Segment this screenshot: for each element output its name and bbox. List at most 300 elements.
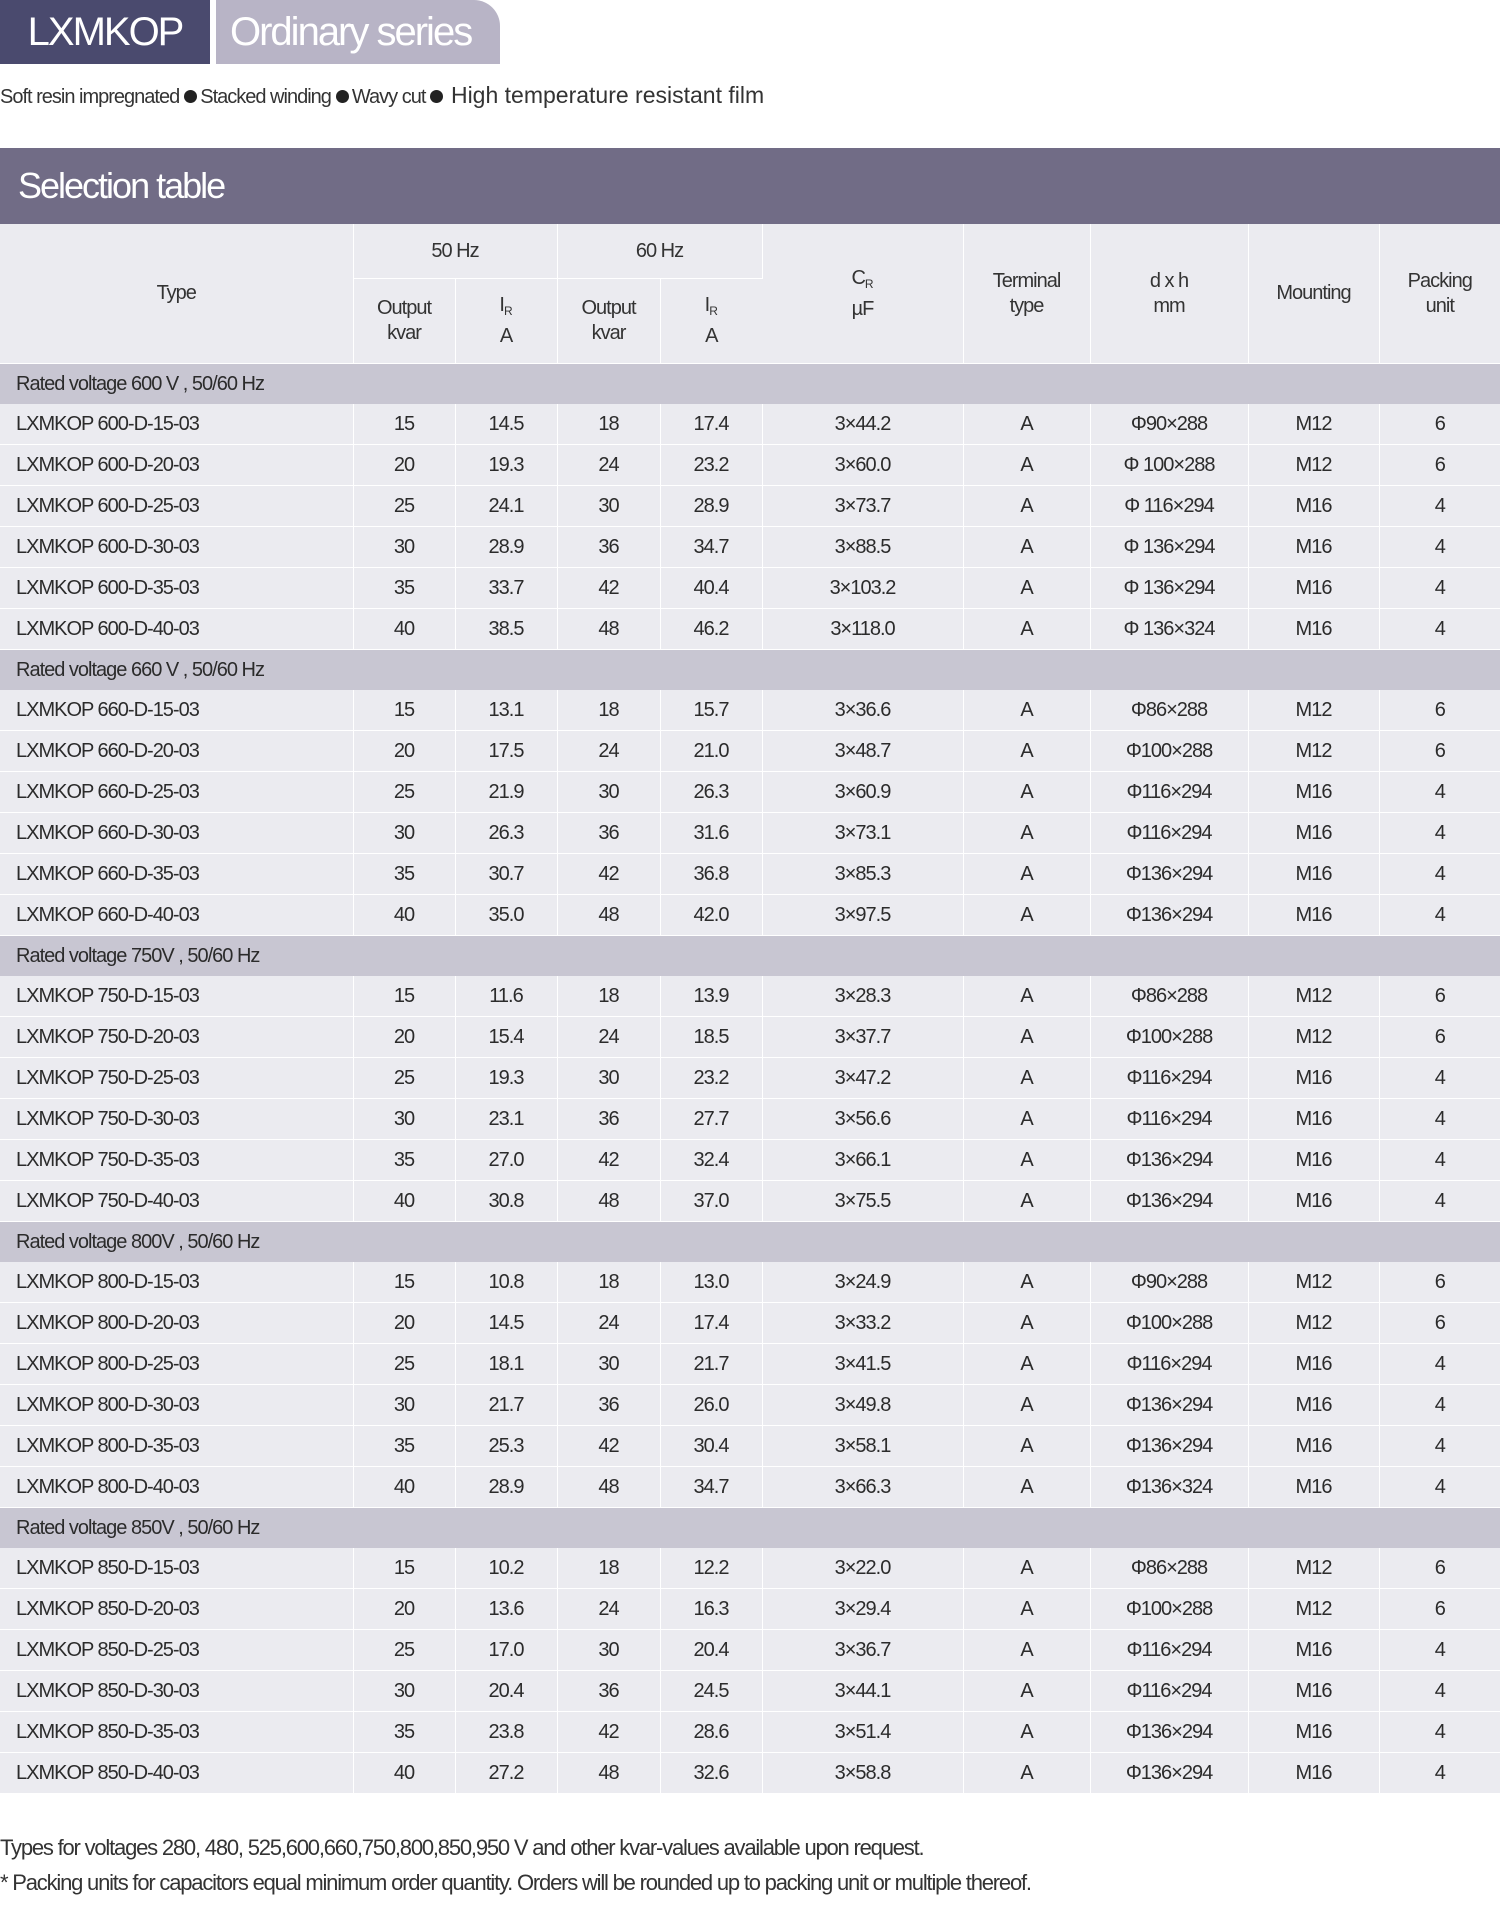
output-50hz-cell: 15: [353, 976, 455, 1017]
section-title: Selection table: [0, 148, 1500, 224]
terminal-type-cell: A: [963, 1303, 1090, 1344]
dimensions-cell: Φ100×288: [1090, 731, 1248, 772]
dimensions-cell: Φ86×288: [1090, 1548, 1248, 1589]
type-cell: LXMKOP 800-D-35-03: [0, 1426, 353, 1467]
current-50hz-cell: 17.0: [455, 1630, 557, 1671]
col-header-terminal: Terminal type: [963, 224, 1090, 364]
capacitance-cell: 3×75.5: [762, 1181, 963, 1222]
group-title: Rated voltage 660 V , 50/60 Hz: [0, 650, 1500, 691]
packing-unit-cell: 4: [1379, 609, 1500, 650]
terminal-type-cell: A: [963, 1630, 1090, 1671]
terminal-type-cell: A: [963, 854, 1090, 895]
output-60hz-cell: 36: [557, 1385, 660, 1426]
terminal-type-cell: A: [963, 1262, 1090, 1303]
mounting-cell: M12: [1248, 445, 1379, 486]
capacitance-cell: 3×29.4: [762, 1589, 963, 1630]
group-title: Rated voltage 750V , 50/60 Hz: [0, 936, 1500, 977]
current-60hz-cell: 32.4: [660, 1140, 762, 1181]
output-60hz-cell: 18: [557, 1548, 660, 1589]
current-60hz-cell: 18.5: [660, 1017, 762, 1058]
dimensions-cell: Φ100×288: [1090, 1303, 1248, 1344]
capacitance-cell: 3×73.1: [762, 813, 963, 854]
type-cell: LXMKOP 800-D-25-03: [0, 1344, 353, 1385]
dimensions-cell: Φ116×294: [1090, 1630, 1248, 1671]
mounting-cell: M16: [1248, 527, 1379, 568]
current-50hz-cell: 30.8: [455, 1181, 557, 1222]
capacitance-cell: 3×41.5: [762, 1344, 963, 1385]
type-cell: LXMKOP 750-D-20-03: [0, 1017, 353, 1058]
mounting-cell: M12: [1248, 731, 1379, 772]
current-50hz-cell: 13.1: [455, 690, 557, 731]
capacitance-cell: 3×60.9: [762, 772, 963, 813]
output-50hz-cell: 35: [353, 1426, 455, 1467]
packing-unit-cell: 4: [1379, 895, 1500, 936]
col-header-dimensions: d x h mm: [1090, 224, 1248, 364]
packing-unit-cell: 4: [1379, 568, 1500, 609]
dimensions-cell: Φ136×294: [1090, 895, 1248, 936]
mounting-cell: M16: [1248, 1753, 1379, 1794]
capacitance-cell: 3×24.9: [762, 1262, 963, 1303]
output-60hz-cell: 48: [557, 1181, 660, 1222]
mounting-cell: M12: [1248, 690, 1379, 731]
terminal-type-cell: A: [963, 404, 1090, 445]
mounting-cell: M16: [1248, 895, 1379, 936]
type-cell: LXMKOP 660-D-40-03: [0, 895, 353, 936]
dimensions-cell: Φ136×324: [1090, 1467, 1248, 1508]
terminal-type-cell: A: [963, 1753, 1090, 1794]
current-60hz-cell: 21.0: [660, 731, 762, 772]
current-60hz-cell: 21.7: [660, 1344, 762, 1385]
output-60hz-cell: 42: [557, 1140, 660, 1181]
col-header-current-60: $I_R$ A: [660, 279, 762, 364]
terminal-type-cell: A: [963, 976, 1090, 1017]
packing-unit-cell: 6: [1379, 1262, 1500, 1303]
packing-unit-cell: 4: [1379, 1467, 1500, 1508]
packing-unit-cell: 4: [1379, 813, 1500, 854]
group-header-row: [0, 1222, 1500, 1263]
table-row: [0, 568, 1500, 609]
output-60hz-cell: 36: [557, 1671, 660, 1712]
terminal-type-cell: A: [963, 1548, 1090, 1589]
feature-list: [0, 82, 764, 109]
type-cell: LXMKOP 800-D-40-03: [0, 1467, 353, 1508]
output-60hz-cell: 24: [557, 731, 660, 772]
footnotes: [0, 1830, 1031, 1900]
capacitance-cell: 3×22.0: [762, 1548, 963, 1589]
current-60hz-cell: 27.7: [660, 1099, 762, 1140]
output-50hz-cell: 30: [353, 1671, 455, 1712]
current-60hz-cell: 23.2: [660, 445, 762, 486]
output-60hz-cell: 30: [557, 1630, 660, 1671]
table-row: [0, 1467, 1500, 1508]
current-50hz-cell: 14.5: [455, 1303, 557, 1344]
terminal-type-cell: A: [963, 445, 1090, 486]
table-row: [0, 404, 1500, 445]
footnote-packing: * Packing units for capacitors equal minimum order quantity. Orders will be rounded up to packing unit or multiple thereof.: [0, 1870, 1031, 1895]
mounting-cell: M16: [1248, 1099, 1379, 1140]
dimensions-cell: Φ116×294: [1090, 813, 1248, 854]
terminal-type-cell: A: [963, 1671, 1090, 1712]
output-60hz-cell: 48: [557, 1753, 660, 1794]
group-header-row: [0, 1508, 1500, 1549]
table-row: [0, 486, 1500, 527]
current-50hz-cell: 18.1: [455, 1344, 557, 1385]
terminal-type-cell: A: [963, 1712, 1090, 1753]
current-60hz-cell: 26.0: [660, 1385, 762, 1426]
col-header-current-50: $I_R$ A: [455, 279, 557, 364]
capacitance-cell: 3×58.8: [762, 1753, 963, 1794]
terminal-type-cell: A: [963, 568, 1090, 609]
output-50hz-cell: 20: [353, 1017, 455, 1058]
col-header-50hz: 50 Hz: [353, 224, 557, 279]
current-50hz-cell: 38.5: [455, 609, 557, 650]
output-60hz-cell: 30: [557, 1058, 660, 1099]
output-50hz-cell: 15: [353, 1262, 455, 1303]
current-60hz-cell: 20.4: [660, 1630, 762, 1671]
current-60hz-cell: 30.4: [660, 1426, 762, 1467]
terminal-type-cell: A: [963, 1058, 1090, 1099]
feature-item: Wavy cut: [351, 86, 426, 108]
output-60hz-cell: 30: [557, 486, 660, 527]
dimensions-cell: Φ 100×288: [1090, 445, 1248, 486]
mounting-cell: M12: [1248, 1589, 1379, 1630]
output-50hz-cell: 20: [353, 731, 455, 772]
mounting-cell: M16: [1248, 486, 1379, 527]
current-50hz-cell: 14.5: [455, 404, 557, 445]
current-60hz-cell: 13.9: [660, 976, 762, 1017]
mounting-cell: M12: [1248, 1548, 1379, 1589]
current-60hz-cell: 13.0: [660, 1262, 762, 1303]
dimensions-cell: Φ86×288: [1090, 690, 1248, 731]
output-50hz-cell: 35: [353, 1140, 455, 1181]
capacitance-cell: 3×118.0: [762, 609, 963, 650]
output-50hz-cell: 30: [353, 527, 455, 568]
output-50hz-cell: 40: [353, 1753, 455, 1794]
packing-unit-cell: 6: [1379, 1303, 1500, 1344]
dimensions-cell: Φ136×294: [1090, 1712, 1248, 1753]
current-50hz-cell: 24.1: [455, 486, 557, 527]
output-60hz-cell: 42: [557, 854, 660, 895]
terminal-type-cell: A: [963, 1099, 1090, 1140]
terminal-type-cell: A: [963, 1426, 1090, 1467]
type-cell: LXMKOP 600-D-25-03: [0, 486, 353, 527]
capacitance-cell: 3×49.8: [762, 1385, 963, 1426]
packing-unit-cell: 6: [1379, 1548, 1500, 1589]
output-50hz-cell: 30: [353, 1385, 455, 1426]
capacitance-cell: 3×44.1: [762, 1671, 963, 1712]
table-row: [0, 690, 1500, 731]
packing-unit-cell: 4: [1379, 854, 1500, 895]
mounting-cell: M16: [1248, 1712, 1379, 1753]
group-header-row: [0, 650, 1500, 691]
output-60hz-cell: 18: [557, 690, 660, 731]
col-header-capacitance: $C_R$ µF: [762, 224, 963, 364]
mounting-cell: M12: [1248, 1262, 1379, 1303]
table-row: [0, 1017, 1500, 1058]
mounting-cell: M16: [1248, 813, 1379, 854]
current-60hz-cell: 37.0: [660, 1181, 762, 1222]
current-60hz-cell: 28.6: [660, 1712, 762, 1753]
table-row: [0, 854, 1500, 895]
packing-unit-cell: 4: [1379, 1426, 1500, 1467]
output-50hz-cell: 20: [353, 1589, 455, 1630]
output-60hz-cell: 30: [557, 1344, 660, 1385]
output-50hz-cell: 20: [353, 1303, 455, 1344]
col-header-60hz: 60 Hz: [557, 224, 762, 279]
dimensions-cell: Φ116×294: [1090, 772, 1248, 813]
table-body: [0, 364, 1500, 1794]
current-50hz-cell: 23.1: [455, 1099, 557, 1140]
table-row: [0, 813, 1500, 854]
current-50hz-cell: 15.4: [455, 1017, 557, 1058]
dimensions-cell: Φ100×288: [1090, 1017, 1248, 1058]
table-row: [0, 1181, 1500, 1222]
table-row: [0, 976, 1500, 1017]
packing-unit-cell: 6: [1379, 404, 1500, 445]
packing-unit-cell: 4: [1379, 1181, 1500, 1222]
packing-unit-cell: 4: [1379, 486, 1500, 527]
type-cell: LXMKOP 800-D-20-03: [0, 1303, 353, 1344]
capacitance-cell: 3×66.1: [762, 1140, 963, 1181]
type-cell: LXMKOP 850-D-40-03: [0, 1753, 353, 1794]
table-row: [0, 1140, 1500, 1181]
table-row: [0, 895, 1500, 936]
capacitance-cell: 3×51.4: [762, 1712, 963, 1753]
type-cell: LXMKOP 600-D-15-03: [0, 404, 353, 445]
feature-item: High temperature resistant film: [450, 82, 765, 108]
current-50hz-cell: 26.3: [455, 813, 557, 854]
current-50hz-cell: 27.2: [455, 1753, 557, 1794]
capacitance-cell: 3×44.2: [762, 404, 963, 445]
output-50hz-cell: 25: [353, 772, 455, 813]
dimensions-cell: Φ136×294: [1090, 1181, 1248, 1222]
mounting-cell: M16: [1248, 1344, 1379, 1385]
current-50hz-cell: 20.4: [455, 1671, 557, 1712]
output-60hz-cell: 36: [557, 1099, 660, 1140]
current-50hz-cell: 21.9: [455, 772, 557, 813]
capacitance-cell: 3×36.7: [762, 1630, 963, 1671]
mounting-cell: M16: [1248, 609, 1379, 650]
packing-unit-cell: 6: [1379, 731, 1500, 772]
terminal-type-cell: A: [963, 772, 1090, 813]
current-50hz-cell: 21.7: [455, 1385, 557, 1426]
col-header-mounting: Mounting: [1248, 224, 1379, 364]
current-60hz-cell: 42.0: [660, 895, 762, 936]
mounting-cell: M16: [1248, 1671, 1379, 1712]
output-50hz-cell: 15: [353, 690, 455, 731]
type-cell: LXMKOP 850-D-30-03: [0, 1671, 353, 1712]
packing-unit-cell: 4: [1379, 1671, 1500, 1712]
capacitance-cell: 3×33.2: [762, 1303, 963, 1344]
series-name-tab: Ordinary series: [216, 0, 500, 64]
output-50hz-cell: 30: [353, 813, 455, 854]
output-60hz-cell: 48: [557, 609, 660, 650]
capacitance-cell: 3×36.6: [762, 690, 963, 731]
mounting-cell: M16: [1248, 1385, 1379, 1426]
mounting-cell: M12: [1248, 404, 1379, 445]
output-50hz-cell: 35: [353, 1712, 455, 1753]
series-code-tab: LXMKOP: [0, 0, 210, 64]
table-row: [0, 731, 1500, 772]
packing-unit-cell: 6: [1379, 1589, 1500, 1630]
output-50hz-cell: 40: [353, 609, 455, 650]
type-cell: LXMKOP 850-D-25-03: [0, 1630, 353, 1671]
type-cell: LXMKOP 660-D-20-03: [0, 731, 353, 772]
current-60hz-cell: 24.5: [660, 1671, 762, 1712]
type-cell: LXMKOP 600-D-35-03: [0, 568, 353, 609]
current-60hz-cell: 26.3: [660, 772, 762, 813]
type-cell: LXMKOP 750-D-25-03: [0, 1058, 353, 1099]
terminal-type-cell: A: [963, 1017, 1090, 1058]
type-cell: LXMKOP 850-D-35-03: [0, 1712, 353, 1753]
current-60hz-cell: 16.3: [660, 1589, 762, 1630]
selection-table: [0, 224, 1500, 1794]
type-cell: LXMKOP 660-D-30-03: [0, 813, 353, 854]
output-50hz-cell: 40: [353, 895, 455, 936]
capacitance-cell: 3×85.3: [762, 854, 963, 895]
current-60hz-cell: 40.4: [660, 568, 762, 609]
terminal-type-cell: A: [963, 895, 1090, 936]
current-50hz-cell: 23.8: [455, 1712, 557, 1753]
table-row: [0, 1589, 1500, 1630]
terminal-type-cell: A: [963, 1140, 1090, 1181]
table-row: [0, 1344, 1500, 1385]
packing-unit-cell: 6: [1379, 445, 1500, 486]
output-60hz-cell: 18: [557, 1262, 660, 1303]
dimensions-cell: Φ116×294: [1090, 1671, 1248, 1712]
capacitance-cell: 3×60.0: [762, 445, 963, 486]
table-row: [0, 1303, 1500, 1344]
packing-unit-cell: 4: [1379, 1630, 1500, 1671]
output-60hz-cell: 24: [557, 1589, 660, 1630]
type-cell: LXMKOP 600-D-30-03: [0, 527, 353, 568]
col-header-output-50: Output kvar: [353, 279, 455, 364]
col-header-type: Type: [0, 224, 353, 364]
group-header-row: [0, 364, 1500, 405]
packing-unit-cell: 4: [1379, 1058, 1500, 1099]
dimensions-cell: Φ136×294: [1090, 854, 1248, 895]
dimensions-cell: Φ86×288: [1090, 976, 1248, 1017]
packing-unit-cell: 4: [1379, 1385, 1500, 1426]
current-60hz-cell: 17.4: [660, 404, 762, 445]
mounting-cell: M16: [1248, 1467, 1379, 1508]
table-row: [0, 772, 1500, 813]
capacitance-cell: 3×103.2: [762, 568, 963, 609]
bullet-dot-icon: [430, 90, 443, 103]
terminal-type-cell: A: [963, 1344, 1090, 1385]
current-60hz-cell: 28.9: [660, 486, 762, 527]
mounting-cell: M16: [1248, 1058, 1379, 1099]
terminal-type-cell: A: [963, 1181, 1090, 1222]
table-row: [0, 1262, 1500, 1303]
output-50hz-cell: 30: [353, 1099, 455, 1140]
type-cell: LXMKOP 600-D-40-03: [0, 609, 353, 650]
current-50hz-cell: 19.3: [455, 1058, 557, 1099]
mounting-cell: M12: [1248, 1017, 1379, 1058]
terminal-type-cell: A: [963, 1589, 1090, 1630]
table-row: [0, 445, 1500, 486]
dimensions-cell: Φ136×294: [1090, 1385, 1248, 1426]
mounting-cell: M16: [1248, 854, 1379, 895]
packing-unit-cell: 4: [1379, 1099, 1500, 1140]
table-row: [0, 609, 1500, 650]
type-cell: LXMKOP 750-D-15-03: [0, 976, 353, 1017]
capacitance-cell: 3×37.7: [762, 1017, 963, 1058]
current-60hz-cell: 34.7: [660, 1467, 762, 1508]
output-60hz-cell: 48: [557, 895, 660, 936]
table-row: [0, 1426, 1500, 1467]
current-50hz-cell: 30.7: [455, 854, 557, 895]
terminal-type-cell: A: [963, 609, 1090, 650]
current-50hz-cell: 35.0: [455, 895, 557, 936]
output-50hz-cell: 40: [353, 1467, 455, 1508]
type-cell: LXMKOP 850-D-20-03: [0, 1589, 353, 1630]
mounting-cell: M16: [1248, 1140, 1379, 1181]
current-50hz-cell: 19.3: [455, 445, 557, 486]
dimensions-cell: Φ 136×324: [1090, 609, 1248, 650]
dimensions-cell: Φ136×294: [1090, 1753, 1248, 1794]
mounting-cell: M16: [1248, 1181, 1379, 1222]
output-50hz-cell: 20: [353, 445, 455, 486]
mounting-cell: M16: [1248, 568, 1379, 609]
type-cell: LXMKOP 660-D-25-03: [0, 772, 353, 813]
table-row: [0, 1099, 1500, 1140]
group-header-row: [0, 936, 1500, 977]
dimensions-cell: Φ136×294: [1090, 1140, 1248, 1181]
output-60hz-cell: 42: [557, 1712, 660, 1753]
type-cell: LXMKOP 800-D-15-03: [0, 1262, 353, 1303]
table-row: [0, 1753, 1500, 1794]
current-60hz-cell: 17.4: [660, 1303, 762, 1344]
output-60hz-cell: 18: [557, 976, 660, 1017]
capacitance-cell: 3×28.3: [762, 976, 963, 1017]
output-60hz-cell: 48: [557, 1467, 660, 1508]
output-60hz-cell: 24: [557, 445, 660, 486]
terminal-type-cell: A: [963, 1467, 1090, 1508]
capacitance-cell: 3×97.5: [762, 895, 963, 936]
type-cell: LXMKOP 660-D-35-03: [0, 854, 353, 895]
mounting-cell: M12: [1248, 976, 1379, 1017]
output-50hz-cell: 35: [353, 568, 455, 609]
feature-item: Stacked winding: [200, 86, 331, 108]
output-50hz-cell: 35: [353, 854, 455, 895]
mounting-cell: M16: [1248, 772, 1379, 813]
table-row: [0, 1712, 1500, 1753]
output-50hz-cell: 40: [353, 1181, 455, 1222]
output-50hz-cell: 25: [353, 1058, 455, 1099]
packing-unit-cell: 6: [1379, 976, 1500, 1017]
terminal-type-cell: A: [963, 690, 1090, 731]
current-60hz-cell: 34.7: [660, 527, 762, 568]
table-row: [0, 1385, 1500, 1426]
current-60hz-cell: 36.8: [660, 854, 762, 895]
table-row: [0, 1548, 1500, 1589]
current-60hz-cell: 23.2: [660, 1058, 762, 1099]
output-60hz-cell: 18: [557, 404, 660, 445]
output-60hz-cell: 24: [557, 1017, 660, 1058]
bullet-dot-icon: [184, 90, 197, 103]
current-60hz-cell: 15.7: [660, 690, 762, 731]
output-50hz-cell: 15: [353, 1548, 455, 1589]
terminal-type-cell: A: [963, 527, 1090, 568]
table-row: [0, 1058, 1500, 1099]
packing-unit-cell: 4: [1379, 1344, 1500, 1385]
group-title: Rated voltage 600 V , 50/60 Hz: [0, 364, 1500, 405]
current-60hz-cell: 31.6: [660, 813, 762, 854]
col-header-packing: Packing unit: [1379, 224, 1500, 364]
table-row: [0, 527, 1500, 568]
packing-unit-cell: 4: [1379, 1753, 1500, 1794]
